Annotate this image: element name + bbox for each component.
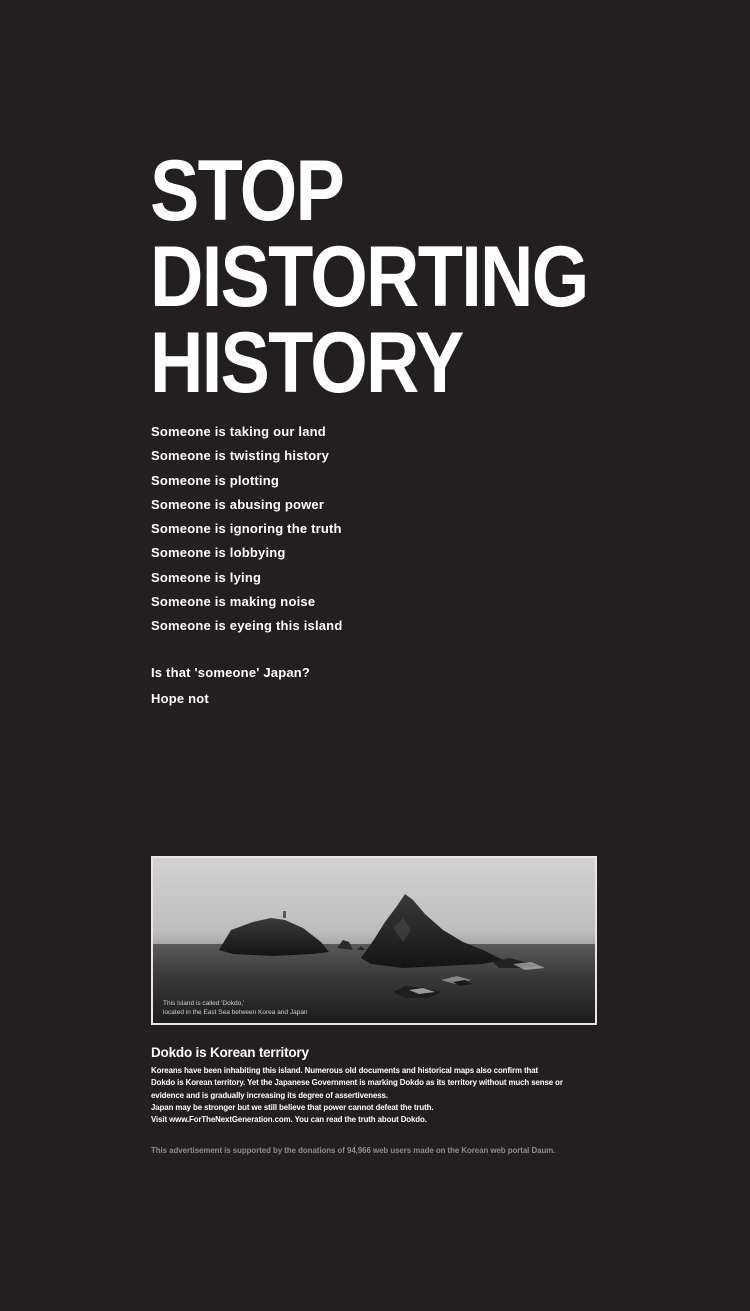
article-line: Dokdo is Korean territory. Yet the Japanese Government is marking Dokdo as its territory without much sense or [151, 1078, 563, 1088]
someone-line: Someone is eyeing this island [151, 618, 343, 634]
someone-line: Someone is taking our land [151, 424, 326, 439]
article-title: Dokdo is Korean territory [151, 1045, 309, 1060]
someone-line: Someone is lobbying [151, 545, 286, 561]
headline-line: STOP [150, 143, 344, 239]
headline-line: HISTORY [150, 315, 463, 411]
question-line: Is that 'someone' Japan? [151, 665, 311, 680]
someone-line: Someone is lying [151, 569, 262, 585]
caption-line: located in the East Sea between Korea and Japan [163, 1009, 308, 1016]
article-body [151, 1065, 611, 1126]
article-line: Visit www.ForTheNextGeneration.com. You can read the truth about Dokdo. [151, 1115, 427, 1125]
article-line: evidence and is gradually increasing its degree of assertiveness. [151, 1090, 388, 1100]
someone-line: Someone is making noise [151, 594, 316, 610]
headline-line: DISTORTING [150, 229, 588, 325]
someone-list [151, 423, 342, 642]
caption-line: This island is called 'Dokdo,' [163, 1000, 245, 1007]
someone-line: Someone is twisting history [151, 448, 330, 464]
island-photo [151, 856, 597, 1025]
article [151, 1043, 611, 1126]
headline [150, 143, 659, 411]
article-line: Koreans have been inhabiting this island. Numerous old documents and historical maps also confirm that [151, 1066, 539, 1075]
support-note: This advertisement is supported by the donations of 94,966 web users made on the Korean web portal Daum. [151, 1146, 556, 1155]
someone-line: Someone is abusing power [151, 496, 325, 512]
someone-line: Someone is ignoring the truth [151, 521, 342, 537]
question-answer: Hope not [151, 691, 209, 706]
someone-line: Someone is plotting [151, 472, 280, 488]
question-block [151, 660, 310, 712]
article-line: Japan may be stronger but we still believe that power cannot defeat the truth. [151, 1102, 434, 1112]
photo-caption [163, 999, 308, 1017]
